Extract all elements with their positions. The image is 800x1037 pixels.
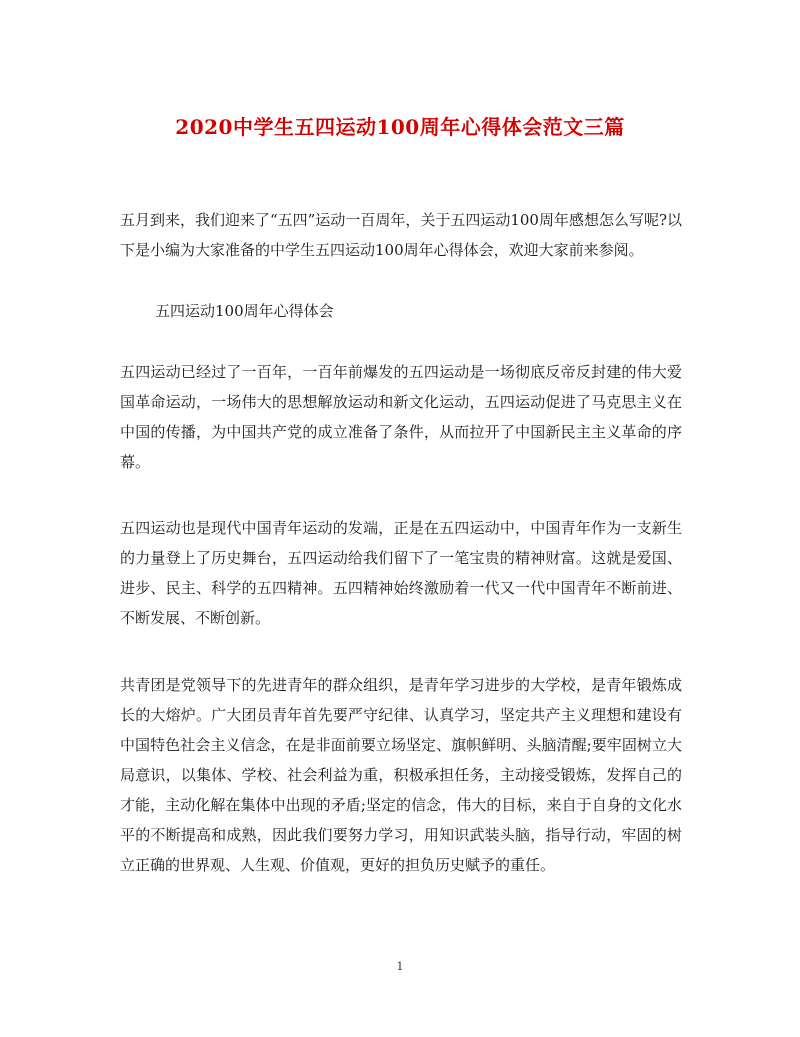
page-number: 1	[396, 960, 404, 973]
intro-paragraph: 五月到来，我们迎来了“五四”运动一百周年，关于五四运动100周年感想怎么写呢?以下是小编为大家准备的中学生五四运动100周年心得体会，欢迎大家前来参阅。	[120, 211, 683, 259]
section-subheading: 五四运动100周年心得体会	[155, 302, 334, 320]
body-paragraph: 五四运动已经过了一百年，一百年前爆发的五四运动是一场彻底反帝反封建的伟大爱国革命运动，一场伟大的思想解放运动和新文化运动，五四运动促进了马克思主义在中国的传播，为中国共产党的成立准备了条件，从而拉开了中国新民主主义革命的序幕。	[120, 363, 682, 471]
document-title: 2020中学生五四运动100周年心得体会范文三篇	[175, 115, 625, 139]
body-paragraph: 共青团是党领导下的先进青年的群众组织，是青年学习进步的大学校，是青年锻炼成长的大熔炉。广大团员青年首先要严守纪律、认真学习，坚定共产主义理想和建设有中国特色社会主义信念，在是非面前要立场坚定、旗帜鲜明、头脑清醒;要牢固树立大局意识，以集体、学校、社会利益为重，积极承担任务，主动接受锻炼，发挥自己的才能，主动化解在集体中出现的矛盾;坚定的信念，伟大的目标，来自于自身的文化水平的不断提高和成熟，因此我们要努力学习，用知识武装头脑，指导行动，牢固的树立正确的世界观、人生观、价值观，更好的担负历史赋予的重任。	[120, 676, 682, 874]
body-paragraph: 五四运动也是现代中国青年运动的发端，正是在五四运动中，中国青年作为一支新生的力量登上了历史舞台，五四运动给我们留下了一笔宝贵的精神财富。这就是爱国、进步、民主、科学的五四精神。五四精神始终激励着一代又一代中国青年不断前进、不断发展、不断创新。	[120, 519, 682, 627]
